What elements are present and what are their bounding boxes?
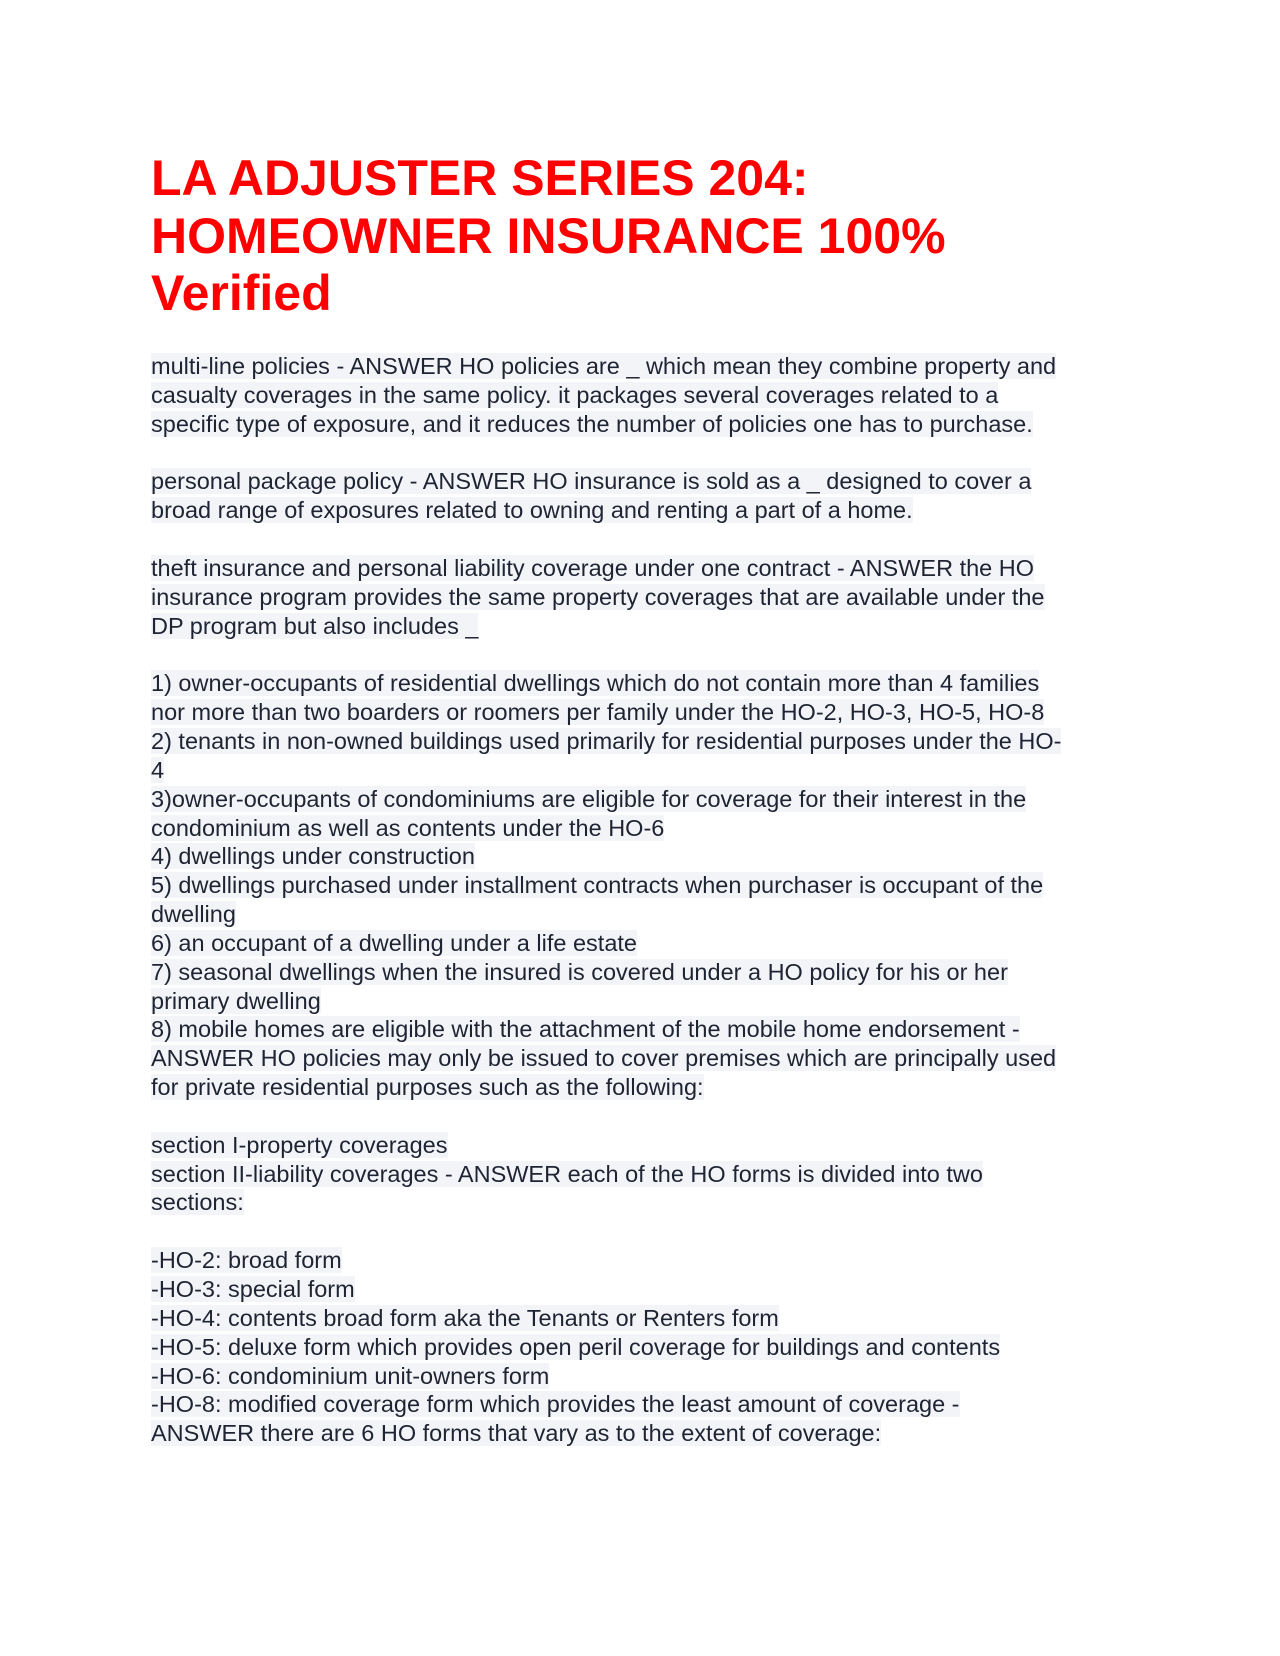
- text-line-content: section I-property coverages: [151, 1131, 448, 1158]
- text-line-content: casualty coverages in the same policy. it packages several coverages related to a: [151, 381, 999, 408]
- text-line: [151, 1419, 1151, 1448]
- qa-block: [151, 554, 1151, 641]
- text-line: [151, 1275, 1151, 1304]
- text-line-content: 2) tenants in non-owned buildings used primarily for residential purposes under the HO-: [151, 727, 1062, 754]
- text-line: [151, 814, 1151, 843]
- text-line-content: 6) an occupant of a dwelling under a life estate: [151, 929, 637, 956]
- text-line: [151, 842, 1151, 871]
- title-line: HOMEOWNER INSURANCE 100%: [151, 207, 946, 264]
- text-line-content: DP program but also includes _: [151, 612, 479, 639]
- text-line-content: specific type of exposure, and it reduces the number of policies one has to purchase.: [151, 410, 1033, 437]
- text-line: [151, 381, 1151, 410]
- block-spacer: [151, 525, 1151, 554]
- text-line: [151, 756, 1151, 785]
- text-line-content: broad range of exposures related to owning and renting a part of a home.: [151, 497, 913, 524]
- text-line-content: sections:: [151, 1189, 244, 1216]
- text-line-content: nor more than two boarders or roomers per family under the HO-2, HO-3, HO-5, HO-8: [151, 699, 1045, 726]
- text-line: [151, 871, 1151, 900]
- block-spacer: [151, 640, 1151, 669]
- text-line: [151, 1304, 1151, 1333]
- text-line: [151, 698, 1151, 727]
- text-line: [151, 900, 1151, 929]
- text-line-content: dwelling: [151, 901, 236, 928]
- text-line: [151, 958, 1151, 987]
- text-line: [151, 1015, 1151, 1044]
- text-line-content: -HO-6: condominium unit-owners form: [151, 1362, 550, 1389]
- text-line-content: theft insurance and personal liability coverage under one contract - ANSWER the HO: [151, 554, 1035, 581]
- text-line-content: ANSWER HO policies may only be issued to cover premises which are principally used: [151, 1045, 1057, 1072]
- text-line-content: 8) mobile homes are eligible with the attachment of the mobile home endorsement -: [151, 1016, 1020, 1043]
- text-line: [151, 554, 1151, 583]
- text-line-content: 5) dwellings purchased under installment contracts when purchaser is occupant of the: [151, 872, 1044, 899]
- block-spacer: [151, 439, 1151, 468]
- text-line-content: -HO-5: deluxe form which provides open peril coverage for buildings and contents: [151, 1333, 1001, 1360]
- text-line: [151, 496, 1151, 525]
- text-line-content: personal package policy - ANSWER HO insurance is sold as a _ designed to cover a: [151, 468, 1032, 495]
- text-line: [151, 1246, 1151, 1275]
- text-line-content: 1) owner-occupants of residential dwellings which do not contain more than 4 families: [151, 670, 1040, 697]
- text-line-content: -HO-2: broad form: [151, 1247, 342, 1274]
- text-line: [151, 467, 1151, 496]
- text-line-content: 7) seasonal dwellings when the insured is covered under a HO policy for his or her: [151, 958, 1008, 985]
- text-line: [151, 1044, 1151, 1073]
- qa-block: [151, 352, 1151, 439]
- text-line: [151, 1362, 1151, 1391]
- text-line-content: ANSWER there are 6 HO forms that vary as to the extent of coverage:: [151, 1420, 882, 1447]
- text-line: [151, 583, 1151, 612]
- qa-block: [151, 467, 1151, 525]
- text-line-content: -HO-4: contents broad form aka the Tenants or Renters form: [151, 1304, 779, 1331]
- text-line: [151, 612, 1151, 641]
- title-line: LA ADJUSTER SERIES 204:: [151, 150, 809, 206]
- block-spacer: [151, 1217, 1151, 1246]
- qa-block: [151, 1131, 1151, 1218]
- text-line: [151, 1188, 1151, 1217]
- text-line: [151, 1390, 1151, 1419]
- text-line-content: multi-line policies - ANSWER HO policies are _ which mean they combine property and: [151, 353, 1057, 379]
- text-line-content: primary dwelling: [151, 987, 321, 1014]
- text-line: [151, 1073, 1151, 1102]
- title-line: Verified: [151, 265, 332, 321]
- text-line: [151, 785, 1151, 814]
- text-line: [151, 352, 1151, 381]
- text-line-content: 3)owner-occupants of condominiums are eligible for coverage for their interest in the: [151, 785, 1027, 812]
- text-line-content: for private residential purposes such as the following:: [151, 1074, 704, 1101]
- qa-block: [151, 669, 1151, 1102]
- text-line-content: 4) dwellings under construction: [151, 843, 475, 870]
- document-body: [151, 352, 1151, 1448]
- text-line: [151, 1160, 1151, 1189]
- text-line: [151, 410, 1151, 439]
- text-line-content: -HO-8: modified coverage form which provides the least amount of coverage -: [151, 1391, 960, 1418]
- text-line-content: insurance program provides the same property coverages that are available under the: [151, 583, 1045, 610]
- text-line-content: 4: [151, 756, 165, 783]
- text-line: [151, 929, 1151, 958]
- text-line: [151, 1333, 1151, 1362]
- block-spacer: [151, 1102, 1151, 1131]
- text-line-content: -HO-3: special form: [151, 1276, 355, 1302]
- text-line: [151, 727, 1151, 756]
- text-line: [151, 987, 1151, 1016]
- text-line-content: section II-liability coverages - ANSWER each of the HO forms is divided into two: [151, 1160, 983, 1187]
- text-line: [151, 669, 1151, 698]
- text-line-content: condominium as well as contents under the HO-6: [151, 814, 665, 841]
- text-line: [151, 1131, 1151, 1160]
- qa-block: [151, 1246, 1151, 1448]
- document-title: [151, 150, 1151, 323]
